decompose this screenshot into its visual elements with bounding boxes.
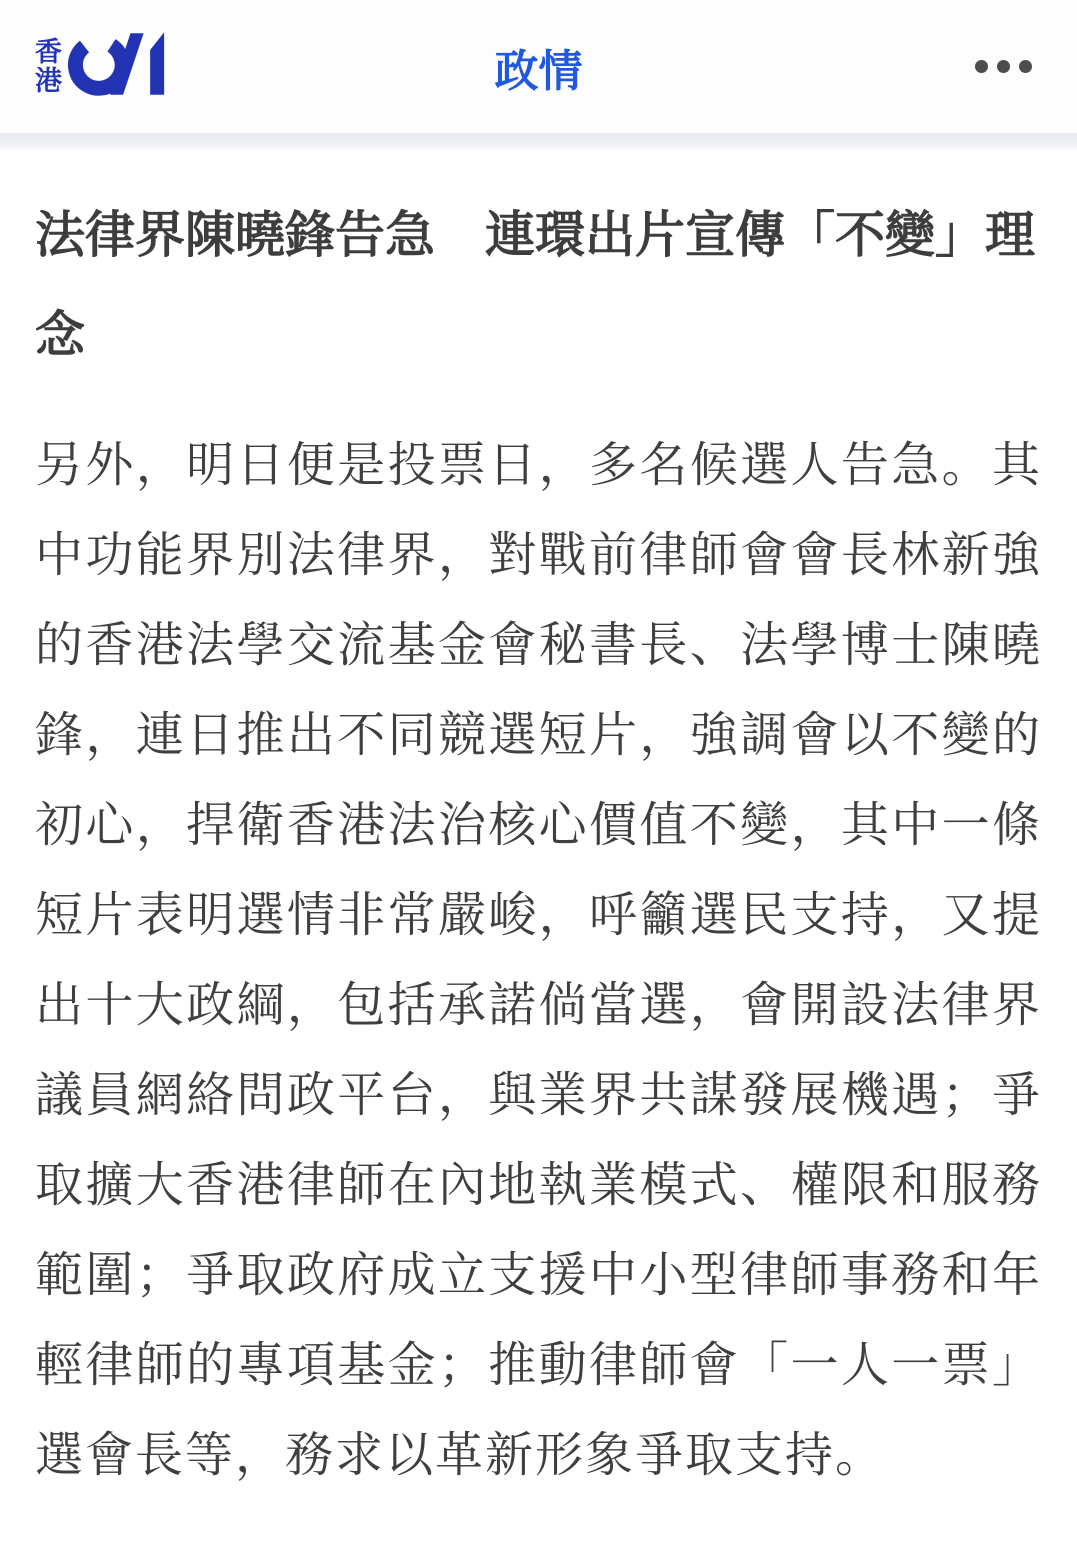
article-content (0, 185, 1077, 1501)
article-body-paragraph: 另外，明日便是投票日，多名候選人告急。其中功能界別法律界，對戰前律師會會長林新強的香港法學交流基金會秘書長、法學博士陳曉鋒，連日推出不同競選短片，強調會以不變的初心，捍衛香港法治核心價值不變，其中一條短片表明選情非常嚴峻，呼籲選民支持，又提出十大政綱，包括承諾倘當選，會開設法律界議員網絡問政平台，與業界共謀發展機遇；爭取擴大香港律師在內地執業模式、權限和服務範圍；爭取政府成立支援中小型律師事務和年輕律師的專項基金；推動律師會「一人一票」選會長等，務求以革新形象爭取支持。 (35, 439, 1042, 1482)
header-divider (0, 133, 1077, 149)
ellipsis-icon (975, 60, 988, 73)
app-header (0, 0, 1077, 133)
category-title: 政情 (494, 46, 583, 96)
ellipsis-icon (997, 60, 1010, 73)
hk01-logo-city-text (35, 38, 62, 96)
ellipsis-icon (1019, 60, 1032, 73)
hk01-logo-city-bottom: 港 (35, 65, 62, 96)
hk01-logo-city-top: 香 (35, 36, 62, 67)
more-options-button[interactable] (975, 50, 1032, 83)
hk01-01-mark-icon (68, 26, 180, 107)
hk01-logo[interactable] (35, 26, 180, 107)
article-headline: 法律界陳曉鋒告急 連環出片宣傳「不變」理念 (35, 207, 1035, 363)
